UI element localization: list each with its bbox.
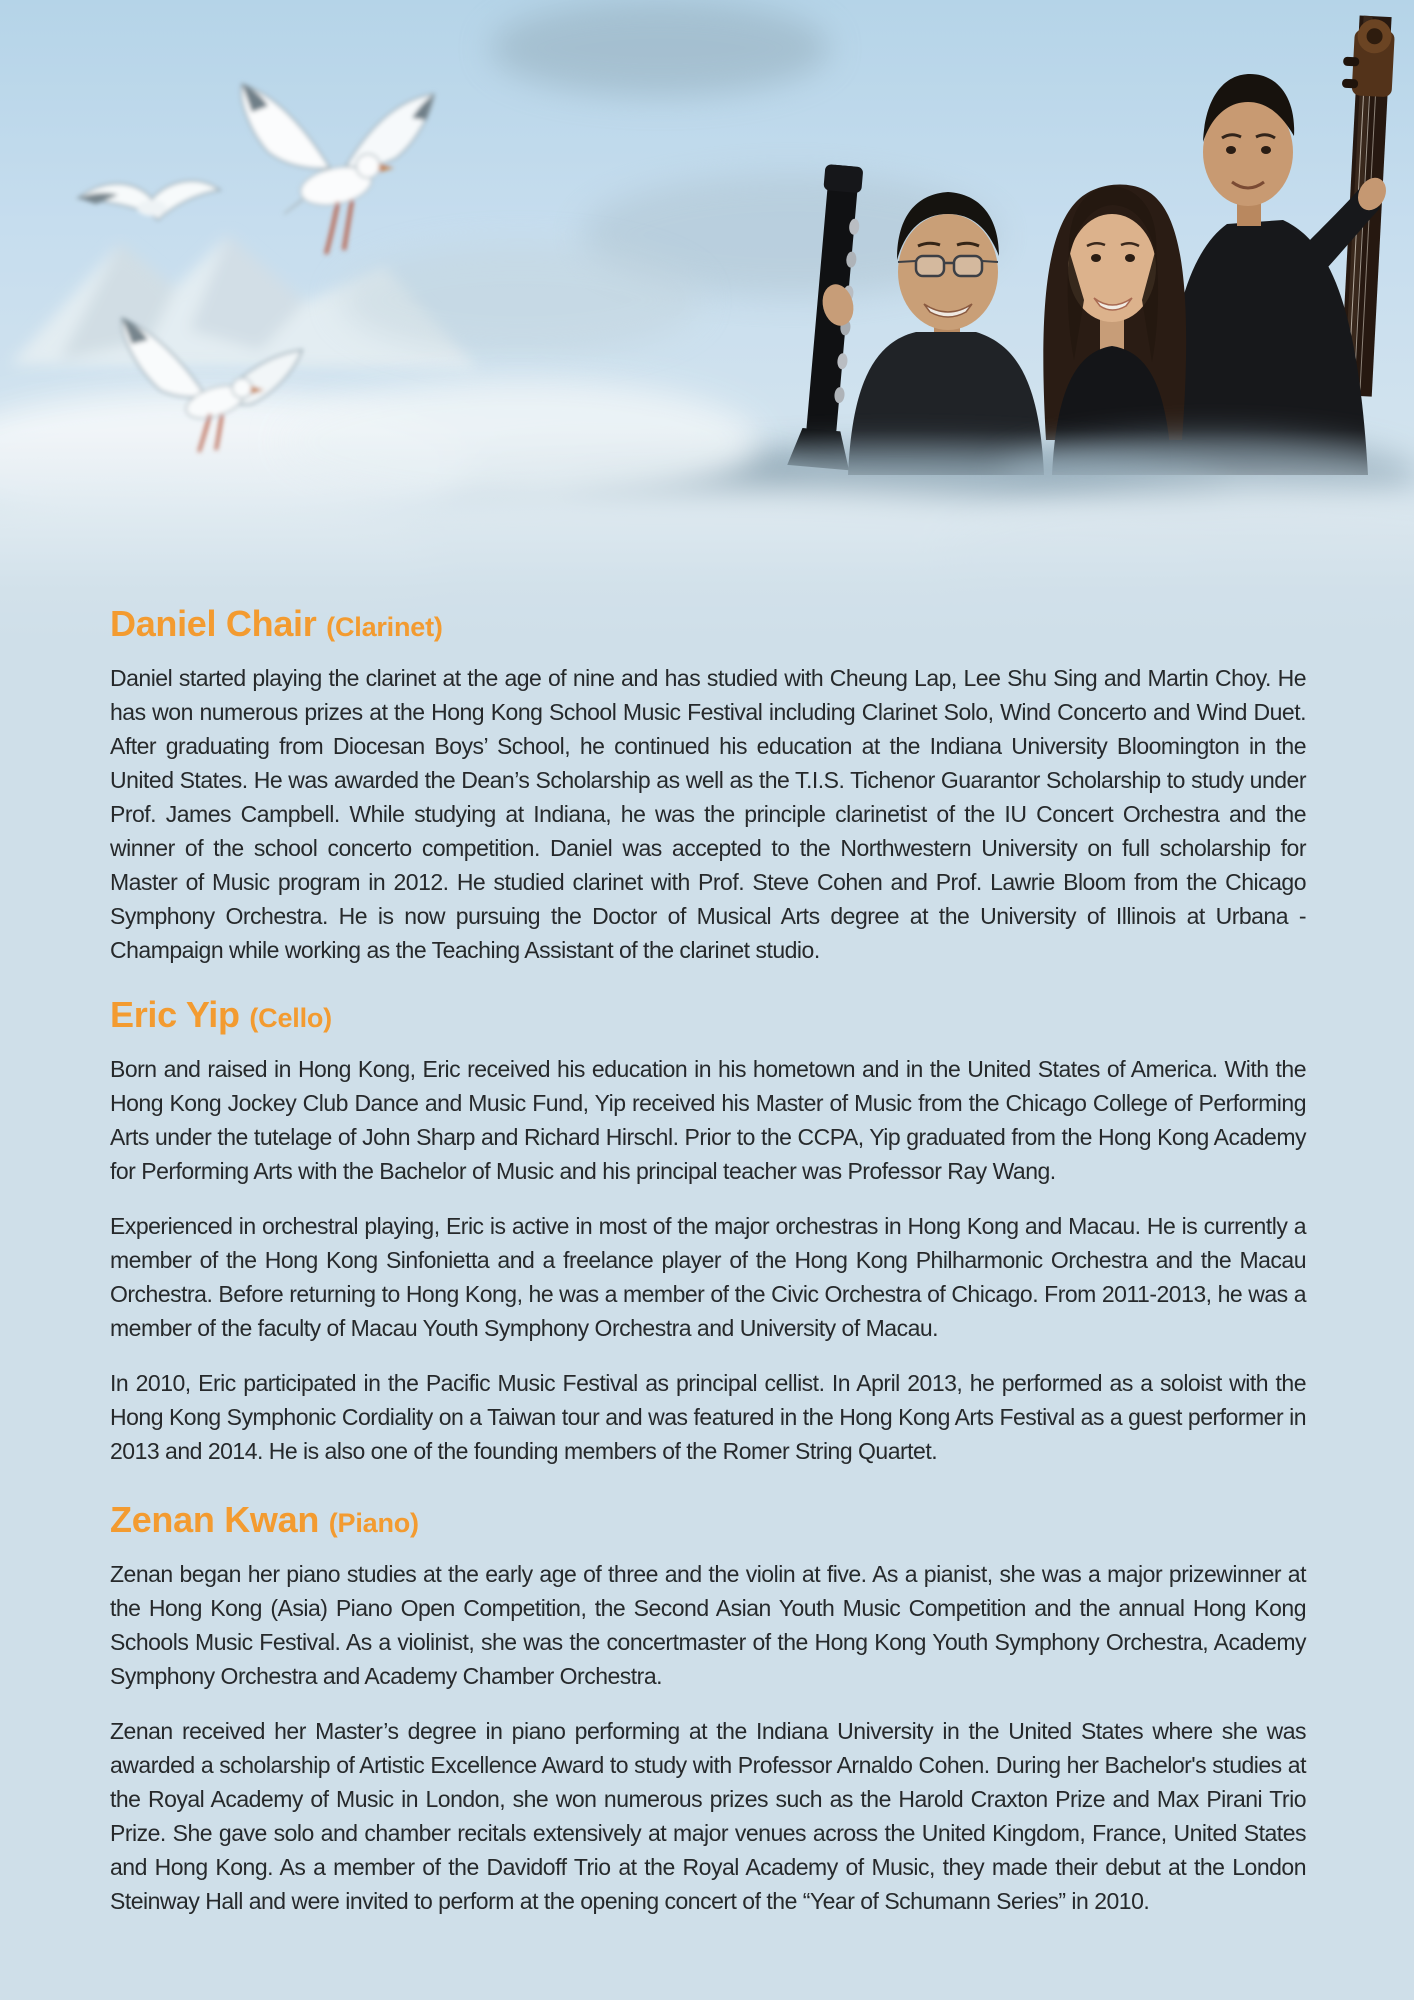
bio-paragraph: In 2010, Eric participated in the Pacific Music Festival as principal cellist. In April 2013, he performed as a soloist with the Hong Kong Symphonic Cordiality on a Taiwan tour and was featured in the Hong Kong Arts Festival as a guest performer in 2013 and 2014. He is also one of the founding members of the Romer String Quartet. [110, 1370, 1306, 1464]
musician-name: Eric Yip [110, 994, 240, 1035]
bio-section-zenan-kwan [110, 1500, 1306, 1939]
bio-paragraph: Experienced in orchestral playing, Eric is active in most of the major orchestras in Hong Kong and Macau. He is currently a member of the Hong Kong Sinfonietta and a freelance player of the Hong Kong Philharmonic Orchestra and the Macau Orchestra. Before returning to Hong Kong, he was a member of the Civic Orchestra of Chicago. From 2011-2013, he was a member of the faculty of Macau Youth Symphony Orchestra and University of Macau. [110, 1213, 1306, 1341]
bio-paragraph: Daniel started playing the clarinet at the age of nine and has studied with Cheung Lap, Lee Shu Sing and Martin Choy. He has won numerous prizes at the Hong Kong School Music Festival including Clarinet Solo, Wind Concerto and Wind Duet. After graduating from Diocesan Boys’ School, he continued his education at the Indiana University Bloomington in the United States. He was awarded the Dean’s Scholarship as well as the T.I.S. Tichenor Guarantor Scholarship to study under Prof. James Campbell. While studying at Indiana, he was the principle clarinetist of the IU Concert Orchestra and the winner of the school concerto competition. Daniel was accepted to the Northwestern University on full scholarship for Master of Music program in 2012. He studied clarinet with Prof. Steve Cohen and Prof. Lawrie Bloom from the Chicago Symphony Orchestra. He is now pursuing the Doctor of Musical Arts degree at the University of Illinois at Urbana - Champaign while working as the Teaching Assistant of the clarinet studio. [110, 665, 1306, 963]
hero-photo-montage [0, 0, 1414, 640]
musician-instrument: (Clarinet) [326, 612, 443, 642]
musician-heading [110, 1500, 1306, 1543]
musician-instrument: (Piano) [328, 1508, 419, 1538]
musician-instrument: (Cello) [249, 1003, 332, 1033]
bio-section-eric-yip [110, 995, 1306, 1489]
musician-name: Daniel Chair [110, 603, 317, 644]
musician-heading [110, 604, 1306, 647]
musician-name: Zenan Kwan [110, 1499, 320, 1540]
bio-paragraph: Born and raised in Hong Kong, Eric received his education in his hometown and in the United States of America. With the Hong Kong Jockey Club Dance and Music Fund, Yip received his Master of Music from the Chicago College of Performing Arts under the tutelage of John Sharp and Richard Hirschl. Prior to the CCPA, Yip graduated from the Hong Kong Academy for Performing Arts with the Bachelor of Music and his principal teacher was Professor Ray Wang. [110, 1056, 1306, 1184]
bio-paragraph: Zenan received her Master’s degree in piano performing at the Indiana University in the United States where she was awarded a scholarship of Artistic Excellence Award to study with Professor Arnaldo Cohen. During her Bachelor's studies at the Royal Academy of Music in London, she won numerous prizes such as the Harold Craxton Prize and Max Pirani Trio Prize. She gave solo and chamber recitals extensively at major venues across the United Kingdom, France, United States and Hong Kong. As a member of the Davidoff Trio at the Royal Academy of Music, they made their debut at the London Steinway Hall and were invited to perform at the opening concert of the “Year of Schumann Series” in 2010. [110, 1718, 1306, 1914]
bio-paragraph: Zenan began her piano studies at the early age of three and the violin at five. As a pianist, she was a major prizewinner at the Hong Kong (Asia) Piano Open Competition, the Second Asian Youth Music Competition and the annual Hong Kong Schools Music Festival. As a violinist, she was the concertmaster of the Hong Kong Youth Symphony Orchestra, Academy Symphony Orchestra and Academy Chamber Orchestra. [110, 1561, 1306, 1689]
musician-heading [110, 995, 1306, 1038]
hero-illustration [0, 0, 1414, 640]
bio-section-daniel-chair [110, 604, 1306, 988]
